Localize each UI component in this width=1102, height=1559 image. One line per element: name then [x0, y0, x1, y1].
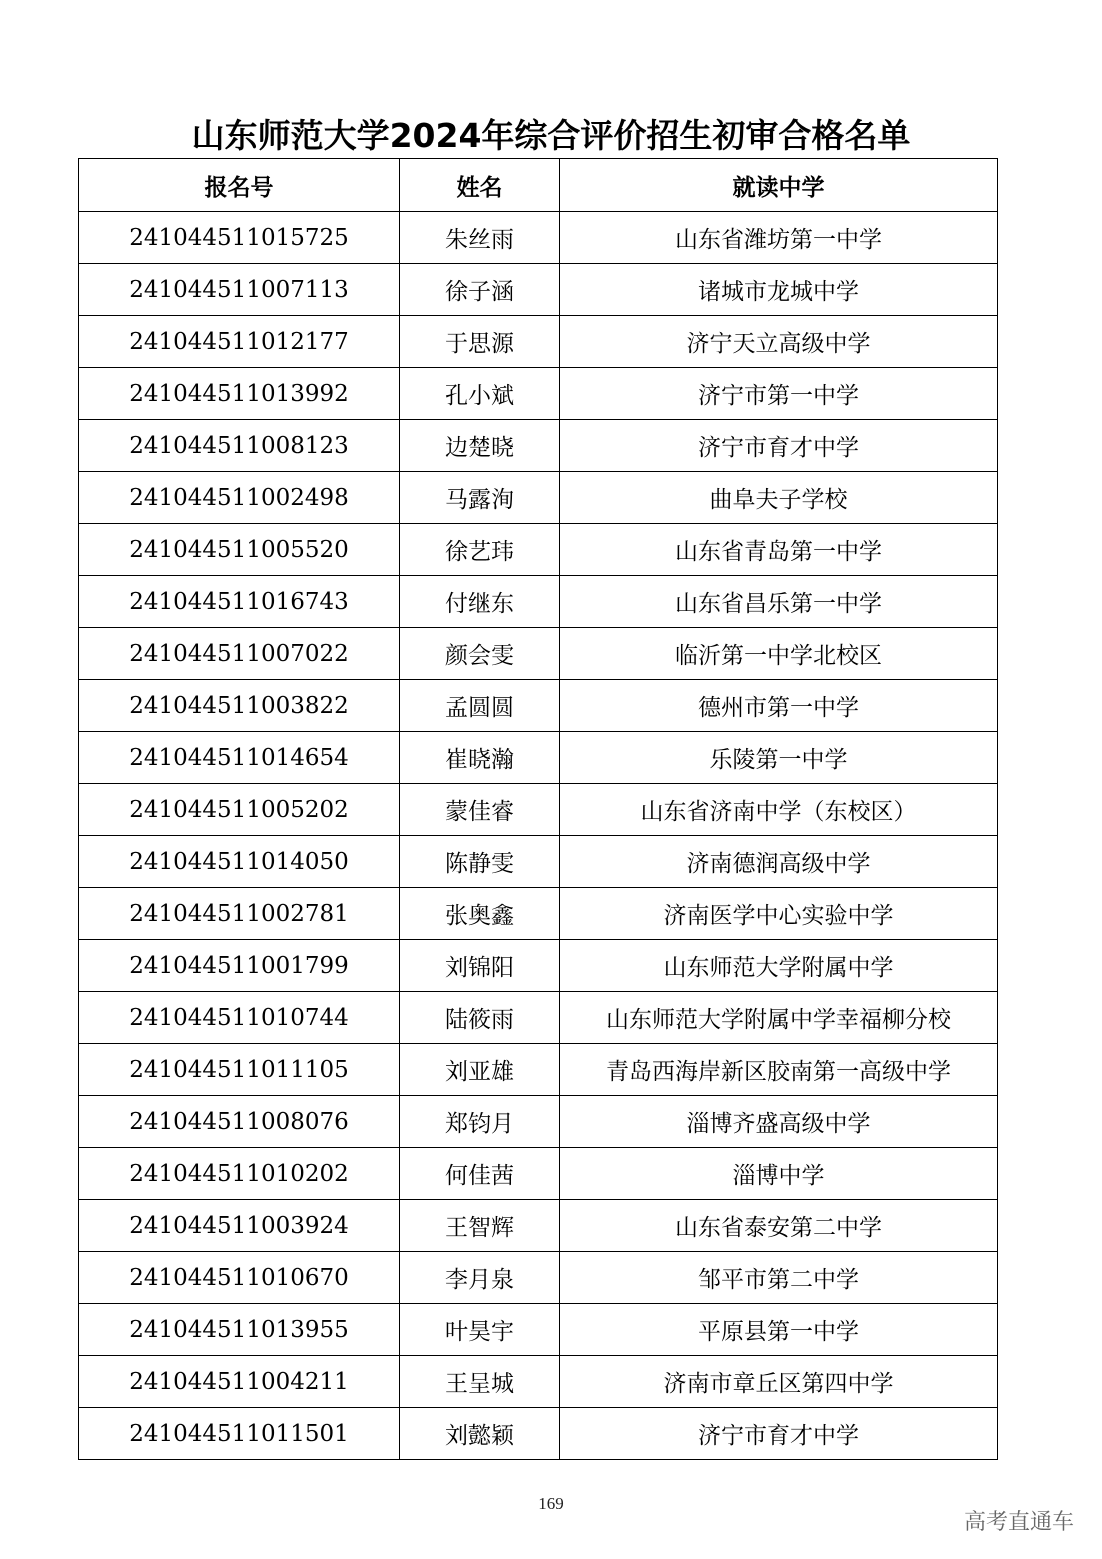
cell-school: 淄博中学	[560, 1148, 998, 1200]
table-row	[79, 524, 998, 576]
table-row	[79, 1200, 998, 1252]
cell-school: 山东省青岛第一中学	[560, 524, 998, 576]
cell-name: 郑钧月	[400, 1096, 560, 1148]
cell-registration-number: 241044511016743	[79, 576, 400, 628]
cell-name: 刘懿颖	[400, 1408, 560, 1460]
cell-name: 边楚晓	[400, 420, 560, 472]
cell-registration-number: 241044511004211	[79, 1356, 400, 1408]
cell-school: 德州市第一中学	[560, 680, 998, 732]
cell-school: 临沂第一中学北校区	[560, 628, 998, 680]
header-name: 姓名	[400, 159, 560, 212]
cell-name: 付继东	[400, 576, 560, 628]
table-row	[79, 1304, 998, 1356]
cell-name: 马露洵	[400, 472, 560, 524]
cell-name: 李月泉	[400, 1252, 560, 1304]
cell-school: 青岛西海岸新区胶南第一高级中学	[560, 1044, 998, 1096]
cell-name: 孔小斌	[400, 368, 560, 420]
cell-registration-number: 241044511011501	[79, 1408, 400, 1460]
header-school: 就读中学	[560, 159, 998, 212]
cell-school: 济南市章丘区第四中学	[560, 1356, 998, 1408]
cell-registration-number: 241044511005202	[79, 784, 400, 836]
cell-name: 陈静雯	[400, 836, 560, 888]
cell-registration-number: 241044511014654	[79, 732, 400, 784]
cell-name: 蒙佳睿	[400, 784, 560, 836]
cell-school: 济宁市育才中学	[560, 420, 998, 472]
cell-registration-number: 241044511010670	[79, 1252, 400, 1304]
admission-list-table	[78, 158, 998, 1460]
cell-school: 济南医学中心实验中学	[560, 888, 998, 940]
cell-school: 山东省潍坊第一中学	[560, 212, 998, 264]
table-row	[79, 1096, 998, 1148]
cell-registration-number: 241044511015725	[79, 212, 400, 264]
cell-registration-number: 241044511010744	[79, 992, 400, 1044]
table-row	[79, 576, 998, 628]
table-row	[79, 784, 998, 836]
cell-registration-number: 241044511007022	[79, 628, 400, 680]
cell-school: 济宁天立高级中学	[560, 316, 998, 368]
cell-registration-number: 241044511007113	[79, 264, 400, 316]
table-row	[79, 628, 998, 680]
cell-name: 王智辉	[400, 1200, 560, 1252]
cell-registration-number: 241044511013955	[79, 1304, 400, 1356]
table-row	[79, 1356, 998, 1408]
cell-name: 王呈城	[400, 1356, 560, 1408]
table-row	[79, 940, 998, 992]
table-row	[79, 680, 998, 732]
table-row	[79, 888, 998, 940]
cell-registration-number: 241044511010202	[79, 1148, 400, 1200]
cell-name: 崔晓瀚	[400, 732, 560, 784]
watermark: 高考直通车	[963, 1510, 1074, 1535]
cell-name: 孟圆圆	[400, 680, 560, 732]
table-row	[79, 264, 998, 316]
table-row	[79, 1408, 998, 1460]
cell-registration-number: 241044511008076	[79, 1096, 400, 1148]
cell-name: 徐艺玮	[400, 524, 560, 576]
cell-registration-number: 241044511013992	[79, 368, 400, 420]
cell-school: 曲阜夫子学校	[560, 472, 998, 524]
cell-school: 济宁市育才中学	[560, 1408, 998, 1460]
cell-registration-number: 241044511011105	[79, 1044, 400, 1096]
table-row	[79, 992, 998, 1044]
table-row	[79, 1252, 998, 1304]
table-row	[79, 1044, 998, 1096]
cell-name: 陆筱雨	[400, 992, 560, 1044]
cell-school: 山东师范大学附属中学幸福柳分校	[560, 992, 998, 1044]
cell-name: 何佳茜	[400, 1148, 560, 1200]
table-row	[79, 420, 998, 472]
cell-registration-number: 241044511002781	[79, 888, 400, 940]
cell-school: 淄博齐盛高级中学	[560, 1096, 998, 1148]
cell-registration-number: 241044511003924	[79, 1200, 400, 1252]
cell-registration-number: 241044511008123	[79, 420, 400, 472]
header-registration-number: 报名号	[79, 159, 400, 212]
cell-name: 于思源	[400, 316, 560, 368]
cell-name: 叶昊宇	[400, 1304, 560, 1356]
cell-registration-number: 241044511005520	[79, 524, 400, 576]
cell-school: 济宁市第一中学	[560, 368, 998, 420]
cell-name: 张奥鑫	[400, 888, 560, 940]
cell-school: 邹平市第二中学	[560, 1252, 998, 1304]
cell-school: 山东省泰安第二中学	[560, 1200, 998, 1252]
cell-name: 徐子涵	[400, 264, 560, 316]
cell-name: 刘锦阳	[400, 940, 560, 992]
cell-school: 乐陵第一中学	[560, 732, 998, 784]
table-row	[79, 212, 998, 264]
table-row	[79, 316, 998, 368]
cell-school: 山东师范大学附属中学	[560, 940, 998, 992]
table-row	[79, 472, 998, 524]
cell-name: 颜会雯	[400, 628, 560, 680]
document-title: 山东师范大学2024年综合评价招生初审合格名单	[191, 116, 911, 155]
cell-name: 朱丝雨	[400, 212, 560, 264]
cell-school: 济南德润高级中学	[560, 836, 998, 888]
cell-name: 刘亚雄	[400, 1044, 560, 1096]
page-number: 169	[538, 1494, 564, 1513]
cell-registration-number: 241044511001799	[79, 940, 400, 992]
cell-registration-number: 241044511002498	[79, 472, 400, 524]
cell-registration-number: 241044511003822	[79, 680, 400, 732]
cell-school: 平原县第一中学	[560, 1304, 998, 1356]
table-row	[79, 368, 998, 420]
table-row	[79, 732, 998, 784]
table-row	[79, 1148, 998, 1200]
cell-school: 山东省昌乐第一中学	[560, 576, 998, 628]
cell-registration-number: 241044511014050	[79, 836, 400, 888]
table-row	[79, 836, 998, 888]
cell-school: 山东省济南中学（东校区）	[560, 784, 998, 836]
cell-registration-number: 241044511012177	[79, 316, 400, 368]
cell-school: 诸城市龙城中学	[560, 264, 998, 316]
table-header-row	[79, 159, 998, 212]
